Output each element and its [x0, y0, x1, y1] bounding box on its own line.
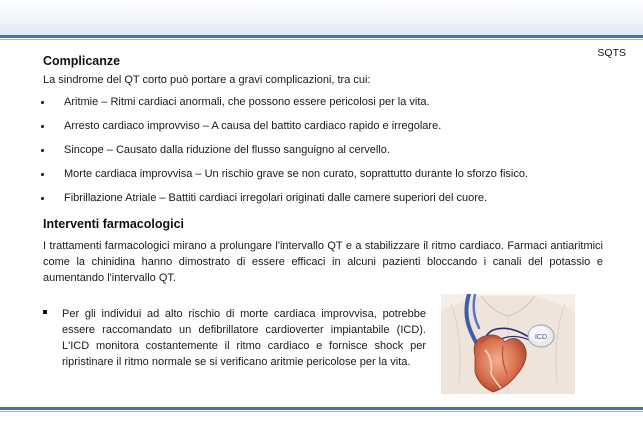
- list-item-text: Fibrillazione Atriale – Battiti cardiaci irregolari originati dalle camere superiori del cuore.: [64, 192, 488, 204]
- footer-divider: [0, 407, 643, 410]
- svg-text:ICD: ICD: [534, 334, 548, 341]
- list-item: [43, 96, 603, 109]
- slide-content: [43, 53, 603, 286]
- slide-tag: SQTS: [597, 47, 626, 59]
- list-item: [43, 144, 603, 157]
- bullet-icon: [41, 173, 44, 176]
- pharma-heading: Interventi farmacologici: [43, 217, 185, 231]
- bullet-icon: [41, 197, 44, 200]
- complications-intro: La sindrome del QT corto può portare a gravi complicazioni, tra cui:: [43, 74, 371, 86]
- list-item: [43, 120, 603, 133]
- list-item-text: Arresto cardiaco improvviso – A causa del battito cardiaco rapido e irregolare.: [64, 120, 442, 132]
- icd-device-icon: [528, 325, 554, 347]
- icd-paragraph: Per gli individui ad alto rischio di morte cardiaca improvvisa, potrebbe essere raccomandato un defibrillatore cardioverter impiantabile (ICD). L'ICD monitora costantemente il ritmo cardiaco e fornisce shock per ripristinare il ritmo normale se si verificano aritmie pericolose per la vita.: [62, 308, 426, 368]
- list-item: [43, 192, 603, 205]
- list-item: [43, 168, 603, 181]
- footer-divider-thin: [0, 411, 643, 412]
- list-item-text: Sincope – Causato dalla riduzione del flusso sanguigno al cervello.: [64, 144, 390, 156]
- list-item-text: Morte cardiaca improvvisa – Un rischio grave se non curato, soprattutto durante lo sforzo fisico.: [64, 168, 529, 180]
- pharma-paragraph: I trattamenti farmacologici mirano a prolungare l'intervallo QT e a stabilizzare il ritmo cardiaco. Farmaci antiaritmici come la chinidina hanno dimostrato di essere efficaci in alcuni pazienti bloccando i canali del potassio e aumentando l'intervallo QT.: [43, 240, 603, 284]
- icd-illustration-graphic: [441, 294, 575, 394]
- complications-heading: Complicanze: [43, 54, 121, 68]
- bullet-icon: [41, 125, 44, 128]
- header-band: [0, 0, 643, 37]
- icd-heart-illustration: [441, 294, 575, 394]
- header-divider: [0, 35, 643, 38]
- bullet-icon: [41, 101, 44, 104]
- icd-bullet: [43, 306, 426, 370]
- bullet-icon: [41, 149, 44, 152]
- header-divider-thin: [0, 39, 643, 40]
- complications-list: [43, 96, 603, 205]
- square-bullet-icon: [43, 310, 47, 314]
- list-item-text: Aritmie – Ritmi cardiaci anormali, che possono essere pericolosi per la vita.: [64, 96, 430, 108]
